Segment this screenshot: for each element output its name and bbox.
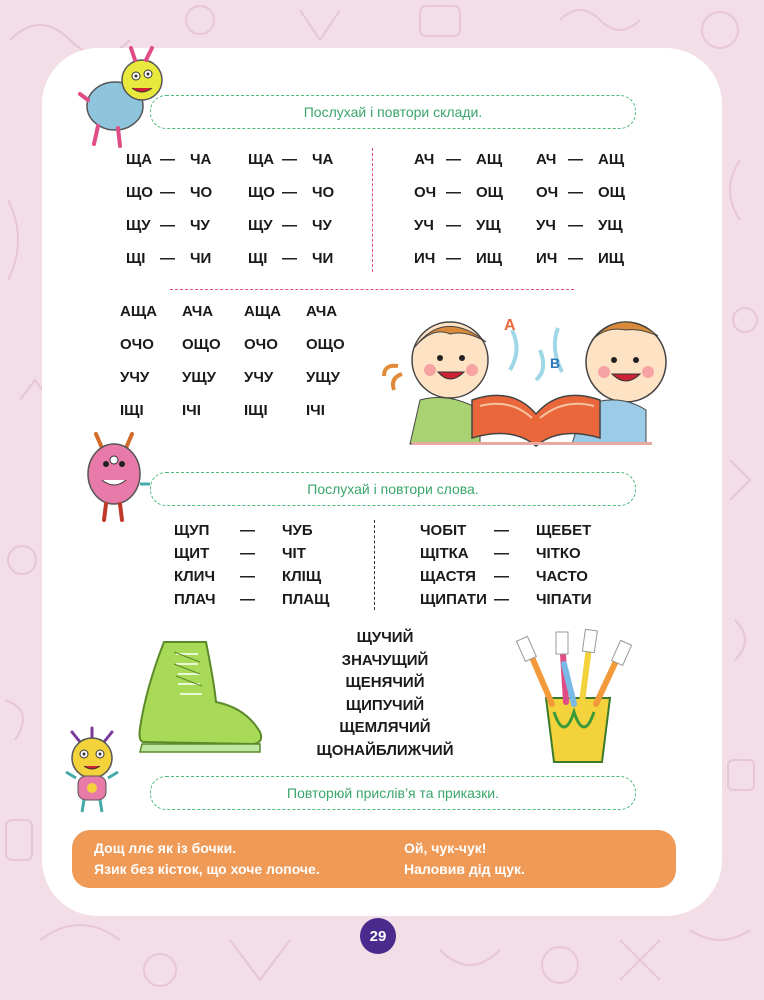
syllable-right-cell: АЩ bbox=[598, 151, 625, 168]
monster-blue-icon bbox=[80, 44, 170, 154]
word-right-cell: ЩІТКА bbox=[420, 545, 469, 562]
syllable-left-cell: ЧА bbox=[190, 151, 212, 168]
proverb-left-1: Дощ ллє як із бочки. bbox=[94, 840, 237, 856]
monster-yellow-icon bbox=[62, 724, 122, 814]
triple-cell: ОЧО bbox=[244, 336, 278, 353]
triple-cell: ІЩІ bbox=[244, 402, 268, 419]
triple-cell: ОЩО bbox=[182, 336, 221, 353]
word-right-cell: ЩЕБЕТ bbox=[536, 522, 592, 539]
syllable-right-cell: — bbox=[568, 250, 583, 267]
word-right-cell: ЧАСТО bbox=[536, 568, 588, 585]
syllable-left-cell: ЧУ bbox=[190, 217, 210, 234]
word-right-cell: ЧІТКО bbox=[536, 545, 581, 562]
banner-syllables bbox=[150, 95, 636, 129]
proverb-left-2: Язик без кісток, що хоче лопоче. bbox=[94, 861, 320, 877]
word-right-cell: — bbox=[494, 568, 509, 585]
syllable-left-cell: — bbox=[282, 184, 297, 201]
triple-cell: УЩУ bbox=[182, 369, 216, 386]
syllable-right-cell: ОЧ bbox=[414, 184, 437, 201]
syllables-divider bbox=[372, 148, 373, 272]
proverb-right-2: Наловив дід щук. bbox=[404, 861, 525, 877]
word-left-cell: ПЛАЧ bbox=[174, 591, 216, 608]
word-left-cell: — bbox=[240, 522, 255, 539]
syllable-right-cell: — bbox=[568, 151, 583, 168]
syllable-right-cell: АЧ bbox=[414, 151, 435, 168]
syllable-right-cell: — bbox=[446, 184, 461, 201]
word-right-cell: ЩАСТЯ bbox=[420, 568, 476, 585]
word-right-cell: ЩИПАТИ bbox=[420, 591, 487, 608]
syllable-left-cell: ЩУ bbox=[248, 217, 273, 234]
triple-cell: АЧА bbox=[182, 303, 214, 320]
proverbs-box bbox=[72, 830, 676, 888]
banner-proverbs-text: Повторюй прислів’я та приказки. bbox=[287, 785, 499, 801]
syllable-left-cell: — bbox=[160, 151, 175, 168]
syllable-right-cell: ОЩ bbox=[598, 184, 625, 201]
proverb-right-1: Ой, чук-чук! bbox=[404, 840, 487, 856]
toothbrushes-cup-icon bbox=[516, 628, 640, 764]
syllable-left-cell: ЩО bbox=[126, 184, 153, 201]
kids-reading-icon bbox=[372, 310, 672, 450]
word-left-cell: — bbox=[240, 568, 255, 585]
triple-cell: УЩУ bbox=[306, 369, 340, 386]
syllable-right-cell: — bbox=[568, 217, 583, 234]
syllable-right-cell: АЩ bbox=[476, 151, 503, 168]
adjective-word: ЩУЧИЙ bbox=[356, 629, 414, 646]
syllable-left-cell: — bbox=[282, 217, 297, 234]
word-left-cell: КЛИЧ bbox=[174, 568, 216, 585]
triple-cell: УЧУ bbox=[120, 369, 150, 386]
banner-proverbs bbox=[150, 776, 636, 810]
syllable-left-cell: ЩІ bbox=[126, 250, 146, 267]
syllable-right-cell: УЩ bbox=[598, 217, 623, 234]
syllable-left-cell: ЩА bbox=[248, 151, 275, 168]
syllable-right-cell: ИЧ bbox=[536, 250, 558, 267]
syllable-right-cell: УЧ bbox=[536, 217, 556, 234]
syllable-left-cell: — bbox=[282, 151, 297, 168]
triple-cell: АЩА bbox=[244, 303, 281, 320]
book-letter-b: B bbox=[550, 355, 561, 371]
syllable-left-cell: ЧИ bbox=[312, 250, 334, 267]
syllable-right-cell: УЧ bbox=[414, 217, 434, 234]
word-right-cell: ЧІПАТИ bbox=[536, 591, 592, 608]
banner-words-text: Послухай і повтори слова. bbox=[307, 481, 479, 497]
adjective-word: ЩЕНЯЧИЙ bbox=[345, 674, 425, 692]
triple-cell: УЧУ bbox=[244, 369, 274, 386]
green-boot-icon bbox=[134, 634, 264, 760]
syllable-left-cell: ЧО bbox=[312, 184, 335, 201]
syllable-right-cell: — bbox=[446, 151, 461, 168]
word-right-cell: — bbox=[494, 545, 509, 562]
syllable-left-cell: ЩО bbox=[248, 184, 275, 201]
syllable-left-cell: ЩІ bbox=[248, 250, 268, 267]
banner-syllables-text: Послухай і повтори склади. bbox=[303, 104, 483, 120]
syllable-left-cell: ЧУ bbox=[312, 217, 332, 234]
book-letter-a: A bbox=[504, 317, 516, 334]
word-left-cell: — bbox=[240, 545, 255, 562]
page-number: 29 bbox=[360, 918, 396, 954]
section-divider bbox=[170, 289, 574, 290]
word-left-cell: ЩУП bbox=[174, 522, 210, 539]
triple-cell: ОЧО bbox=[120, 336, 154, 353]
syllable-left-cell: ЩА bbox=[126, 151, 153, 168]
syllable-left-cell: ЧИ bbox=[190, 250, 212, 267]
syllable-right-cell: УЩ bbox=[476, 217, 501, 234]
syllable-right-cell: ОЩ bbox=[476, 184, 503, 201]
syllable-left-cell: ЩУ bbox=[126, 217, 151, 234]
word-left-cell: — bbox=[240, 591, 255, 608]
adjective-word: ЗНАЧУЩИЙ bbox=[341, 651, 429, 669]
banner-words bbox=[150, 472, 636, 506]
syllable-right-cell: ИЧ bbox=[414, 250, 436, 267]
syllable-right-cell: — bbox=[446, 250, 461, 267]
triple-cell: ОЩО bbox=[306, 336, 345, 353]
syllable-left-cell: ЧО bbox=[190, 184, 213, 201]
syllable-left-cell: — bbox=[282, 250, 297, 267]
word-left-cell: ПЛАЩ bbox=[282, 591, 330, 608]
triple-cell: АЩА bbox=[120, 303, 157, 320]
syllable-right-cell: — bbox=[446, 217, 461, 234]
word-left-cell: ЧУБ bbox=[282, 522, 313, 539]
triple-cell: ІЩІ bbox=[120, 402, 144, 419]
words-divider bbox=[374, 520, 375, 610]
syllable-right-cell: ОЧ bbox=[536, 184, 559, 201]
word-left-cell: ЩИТ bbox=[174, 545, 210, 562]
monster-pink-icon bbox=[84, 424, 154, 524]
triple-cell: АЧА bbox=[306, 303, 338, 320]
syllable-right-cell: АЧ bbox=[536, 151, 557, 168]
word-right-cell: — bbox=[494, 522, 509, 539]
adjective-word: ЩОНАЙБЛИЖЧИЙ bbox=[316, 742, 454, 759]
syllable-left-cell: — bbox=[160, 184, 175, 201]
syllable-left-cell: — bbox=[160, 250, 175, 267]
adjective-word: ЩИПУЧИЙ bbox=[345, 696, 425, 714]
syllable-left-cell: — bbox=[160, 217, 175, 234]
word-right-cell: ЧОБІТ bbox=[420, 522, 467, 539]
triple-cell: ІЧІ bbox=[306, 402, 325, 419]
word-left-cell: КЛІЩ bbox=[282, 568, 322, 585]
adjective-word: ЩЕМЛЯЧИЙ bbox=[339, 719, 431, 737]
syllable-left-cell: ЧА bbox=[312, 151, 334, 168]
syllable-right-cell: ИЩ bbox=[476, 250, 503, 267]
syllable-right-cell: ИЩ bbox=[598, 250, 625, 267]
triple-cell: ІЧІ bbox=[182, 402, 201, 419]
word-right-cell: — bbox=[494, 591, 509, 608]
syllable-right-cell: — bbox=[568, 184, 583, 201]
word-left-cell: ЧІТ bbox=[282, 545, 306, 562]
